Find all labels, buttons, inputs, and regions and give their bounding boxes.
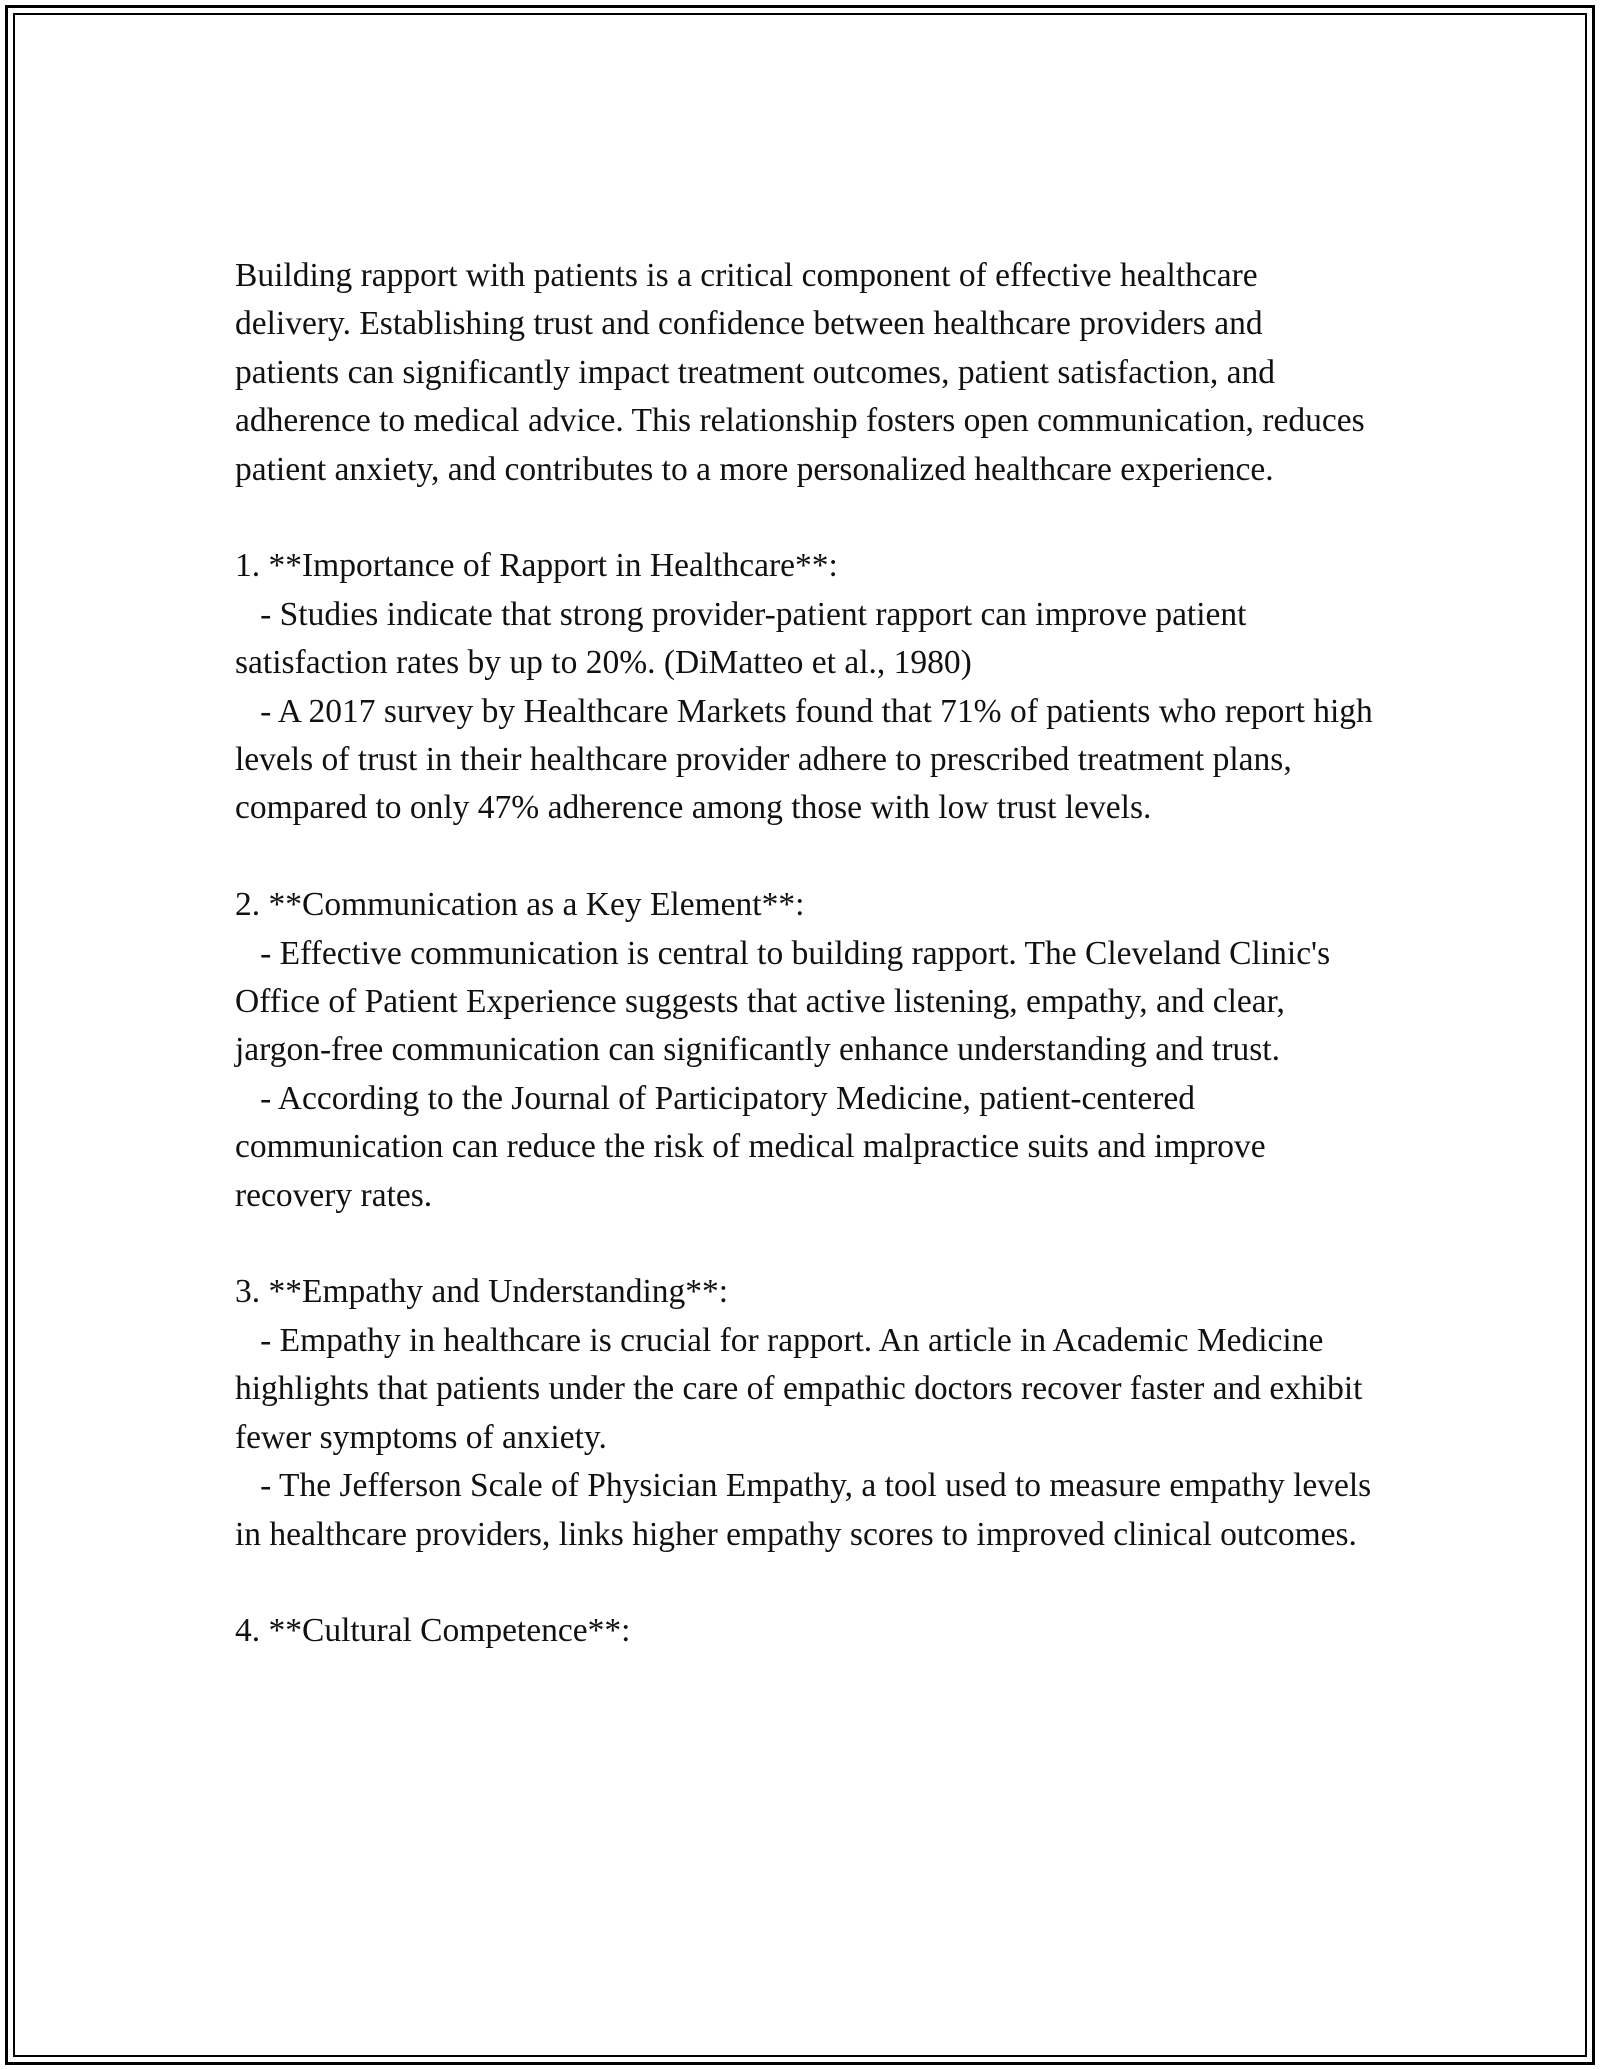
- paragraph-spacer: [235, 833, 1375, 881]
- document-body: [235, 252, 1382, 1656]
- intro-paragraph: Building rapport with patients is a critical component of effective healthcare delivery. Establishing trust and confidence between healthcare providers and patients can significantly impact treatment outcomes, patient satisfaction, and adherence to medical advice. This relationship fosters open communication, reduces patient anxiety, and contributes to a more personalized healthcare experience.: [235, 257, 1373, 488]
- section-heading-communication: 2. **Communication as a Key Element**:: [235, 886, 805, 924]
- section-heading-empathy: 3. **Empathy and Understanding**:: [235, 1273, 729, 1311]
- section-heading-importance: 1. **Importance of Rapport in Healthcare**:: [235, 547, 838, 585]
- section-heading-cultural-competence: 4. **Cultural Competence**:: [235, 1612, 631, 1650]
- paragraph-spacer: [235, 494, 1375, 542]
- bullet-importance-1: - Studies indicate that strong provider-patient rapport can improve patient satisfaction rates by up to 20%. (DiMatteo et al., 1980): [235, 595, 1255, 682]
- bullet-communication-2: - According to the Journal of Participatory Medicine, patient-centered communication can reduce the risk of medical malpractice suits and improve recovery rates.: [235, 1079, 1275, 1214]
- bullet-empathy-1: - Empathy in healthcare is crucial for rapport. An article in Academic Medicine highlights that patients under the care of empathic doctors recover faster and exhibit fewer symptoms of anxiety.: [235, 1321, 1371, 1456]
- bullet-empathy-2: - The Jefferson Scale of Physician Empathy, a tool used to measure empathy levels in healthcare providers, links higher empathy scores to improved clinical outcomes.: [235, 1467, 1380, 1553]
- paragraph-spacer: [235, 1559, 1375, 1607]
- bullet-communication-1: - Effective communication is central to building rapport. The Cleveland Clinic's Office of Patient Experience suggests that active listening, empathy, and clear, jargon-free communication can significantly enhance understanding and trust.: [235, 934, 1339, 1069]
- bullet-importance-2: - A 2017 survey by Healthcare Markets found that 71% of patients who report high levels of trust in their healthcare provider adhere to prescribed treatment plans, compared to only 47% adherence among those with low trust levels.: [235, 692, 1382, 827]
- paragraph-spacer: [235, 1220, 1375, 1268]
